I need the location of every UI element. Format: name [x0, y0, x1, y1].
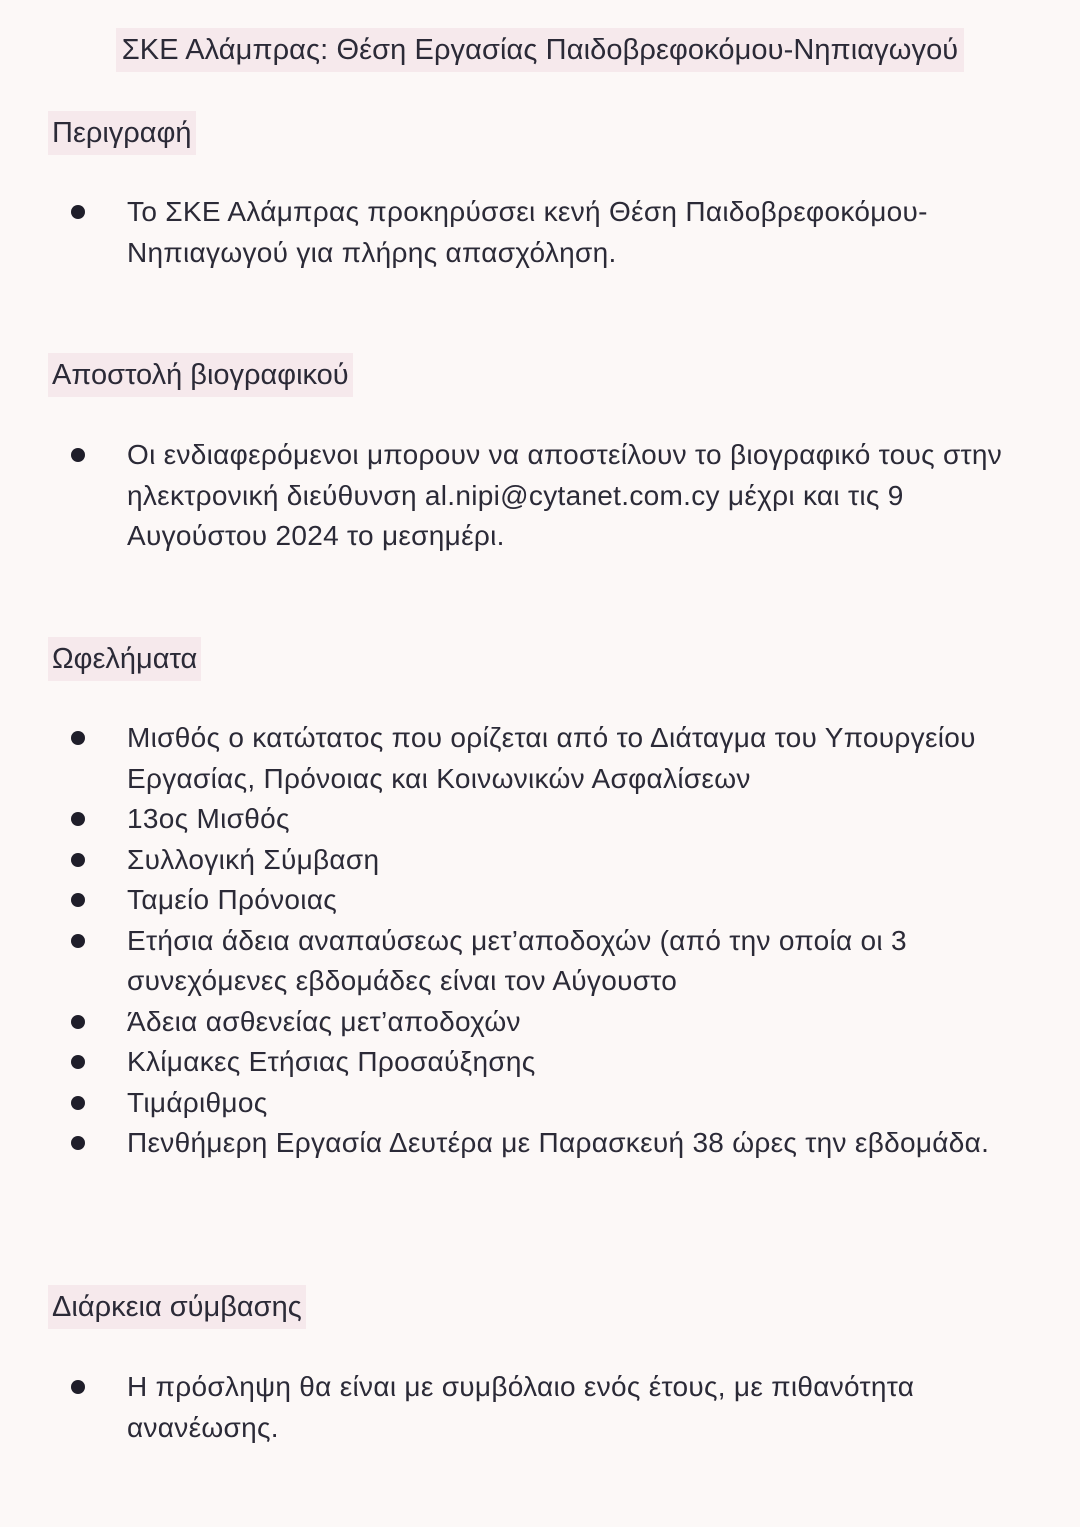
document-title-row [0, 28, 1080, 72]
bullet-icon [71, 1380, 85, 1394]
list-item-text: Κλίμακες Ετήσιας Προσαύξησης [127, 1046, 536, 1077]
list-item [0, 435, 1080, 557]
bullet-icon [71, 1055, 85, 1069]
list-item-text: Οι ενδιαφερόμενοι μπορουν να αποστείλουν το βιογραφικό τους στην ηλεκτρονική διεύθυνση al.nipi@cytanet.com.cy μέχρι και τις 9 Αυγούστου 2024 το μεσημέρι. [127, 439, 1003, 551]
list-item-text: Μισθός ο κατώτατος που ορίζεται από το Διάταγμα του Υπουργείου Εργασίας, Πρόνοιας και Κοινωνικών Ασφαλίσεων [127, 722, 976, 794]
list-item-text: Πενθήμερη Εργασία Δευτέρα με Παρασκευή 38 ώρες την εβδομάδα. [127, 1127, 990, 1158]
list-item-text: Το ΣΚΕ Αλάμπρας προκηρύσσει κενή Θέση Παιδοβρεφοκόμου-Νηπιαγωγού για πλήρης απασχόληση. [127, 196, 928, 268]
list-item-text: Ετήσια άδεια αναπαύσεως μετ’αποδοχών (από την οποία οι 3 συνεχόμενες εβδομάδες είναι τον Αύγουστο [127, 924, 907, 996]
list-item [0, 1367, 1080, 1448]
list-item [0, 192, 1080, 273]
section-heading-contract-duration: Διάρκεια σύμβασης [48, 1285, 306, 1329]
list-item [0, 1123, 1080, 1164]
section-heading-benefits: Ωφελήματα [48, 637, 201, 681]
list-item [0, 921, 1080, 1002]
list-item-text: 13ος Μισθός [127, 803, 290, 834]
cv-submission-list [0, 435, 1080, 557]
list-item [0, 1002, 1080, 1043]
bullet-icon [71, 448, 85, 462]
section-heading-description: Περιγραφή [48, 111, 196, 155]
bullet-icon [71, 731, 85, 745]
list-item [0, 1042, 1080, 1083]
list-item [0, 718, 1080, 799]
list-item-text: Άδεια ασθενείας μετ’αποδοχών [127, 1005, 521, 1037]
bullet-icon [71, 1136, 85, 1150]
list-item-text: Συλλογική Σύμβαση [127, 843, 380, 875]
list-item-text: Η πρόσληψη θα είναι με συμβόλαιο ενός έτους, με πιθανότητα ανανέωσης. [127, 1371, 915, 1443]
list-item [0, 840, 1080, 881]
list-item [0, 880, 1080, 921]
benefits-list [0, 718, 1080, 1164]
bullet-icon [71, 205, 85, 219]
bullet-icon [71, 934, 85, 948]
list-item-text: Ταμείο Πρόνοιας [127, 884, 338, 915]
list-item-text: Τιμάριθμος [127, 1086, 268, 1118]
bullet-icon [71, 893, 85, 907]
document-title: ΣΚΕ Αλάμπρας: Θέση Εργασίας Παιδοβρεφοκόμου-Νηπιαγωγού [116, 28, 965, 72]
bullet-icon [71, 853, 85, 867]
section-heading-cv-submission: Αποστολή βιογραφικού [48, 353, 353, 397]
contract-duration-list [0, 1367, 1080, 1448]
list-item [0, 799, 1080, 840]
list-item [0, 1083, 1080, 1124]
description-list [0, 192, 1080, 273]
bullet-icon [71, 1096, 85, 1110]
bullet-icon [71, 812, 85, 826]
bullet-icon [71, 1015, 85, 1029]
